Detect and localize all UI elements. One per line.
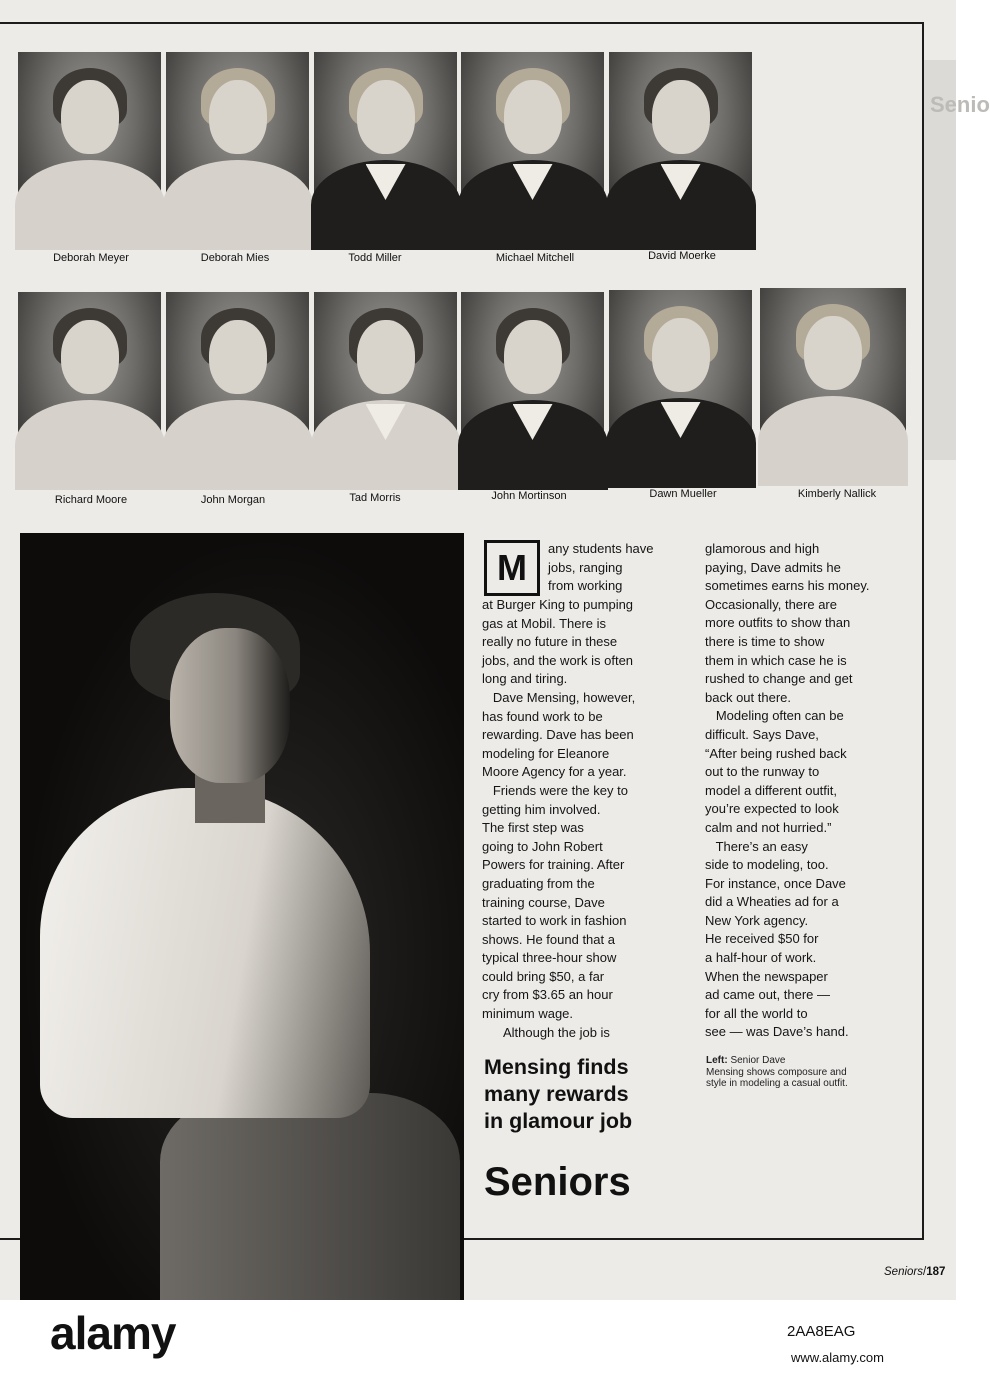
portrait-clothing bbox=[163, 400, 313, 490]
stock-url: www.alamy.com bbox=[791, 1350, 884, 1365]
stock-image-id: 2AA8EAG bbox=[787, 1323, 856, 1340]
portrait-face bbox=[504, 320, 562, 394]
portrait-clothing bbox=[758, 396, 908, 486]
portrait-face bbox=[504, 80, 562, 154]
portrait-name: Richard Moore bbox=[54, 494, 128, 506]
portrait-photo bbox=[166, 52, 309, 230]
feature-photo bbox=[20, 533, 464, 1300]
portrait-face bbox=[209, 80, 267, 154]
feature-photo-face bbox=[170, 628, 290, 783]
portrait-photo bbox=[760, 288, 906, 466]
folio-section: Seniors bbox=[884, 1266, 923, 1278]
caption-text: Senior Dave Mensing shows composure and style in modeling a casual outfit. bbox=[706, 1055, 848, 1089]
portrait-photo bbox=[18, 292, 161, 470]
portrait-face bbox=[61, 320, 119, 394]
section-title: Seniors bbox=[484, 1160, 631, 1204]
portrait-photo bbox=[461, 52, 604, 230]
portrait-name: David Moerke bbox=[648, 250, 716, 262]
portrait-name: Dawn Mueller bbox=[649, 488, 717, 500]
feature-photo-sweater bbox=[40, 788, 370, 1118]
adjacent-page-edge bbox=[924, 60, 956, 460]
page-folio: Seniors/187 bbox=[884, 1266, 946, 1278]
article-intro-lines: any students have jobs, ranging from working bbox=[548, 541, 654, 594]
portrait-photo bbox=[461, 292, 604, 470]
portrait-clothing bbox=[163, 160, 313, 250]
portrait-face bbox=[804, 316, 862, 390]
portrait-face bbox=[357, 80, 415, 154]
article-column-2: glamorous and high paying, Dave admits he sometimes earns his money. Occasionally, there are more outfits to show than there is time to show them in which case he is rushed to change and get back out there. Modeling often can be difficult. Says Dave, “After being rushed back out to the runway to model a different outfit, you’re expected to look calm and not hurried.” There’s an easy side to modeling, too. For instance, once Dave did a Wheaties ad for a New York agency. He received $50 for a half-hour of work. When the newspaper ad came out, there — for all the world to see — was Dave’s hand. bbox=[705, 541, 870, 1040]
portrait-photo bbox=[166, 292, 309, 470]
stock-logo: alamy bbox=[50, 1307, 176, 1359]
adjacent-page-text: Senio bbox=[930, 92, 990, 117]
portrait-clothing bbox=[15, 400, 165, 490]
portrait-photo bbox=[314, 292, 457, 470]
portrait-name: Deborah Meyer bbox=[53, 252, 129, 264]
feature-photo-legs bbox=[160, 1093, 460, 1323]
portrait-clothing bbox=[15, 160, 165, 250]
portrait-photo bbox=[314, 52, 457, 230]
article-headline: Mensing finds many rewards in glamour job bbox=[484, 1055, 633, 1133]
portrait-face bbox=[61, 80, 119, 154]
portrait-name: John Morgan bbox=[200, 494, 266, 506]
portrait-photo bbox=[18, 52, 161, 230]
drop-cap-letter: M bbox=[497, 547, 527, 588]
portrait-photo bbox=[609, 52, 752, 230]
portrait-name: Deborah Mies bbox=[200, 252, 270, 264]
caption-label: Left: bbox=[706, 1055, 728, 1066]
portrait-name: Tad Morris bbox=[349, 492, 401, 504]
photo-caption bbox=[706, 1055, 848, 1090]
portrait-name: John Mortinson bbox=[491, 490, 567, 502]
portrait-face bbox=[652, 318, 710, 392]
drop-cap bbox=[484, 540, 540, 596]
portrait-photo bbox=[609, 290, 752, 468]
portrait-name: Michael Mitchell bbox=[495, 252, 575, 264]
portrait-face bbox=[357, 320, 415, 394]
portrait-name: Todd Miller bbox=[348, 252, 402, 264]
portrait-name: Kimberly Nallick bbox=[797, 488, 877, 500]
folio-page-number: 187 bbox=[926, 1266, 946, 1278]
article-column-1: at Burger King to pumping gas at Mobil. There is really no future in these jobs, and the work is often long and tiring. Dave Mensing, however, has found work to be rewarding. Dave has been modeling for Eleanore Moore Agency for a year. Friends were the key to getting him involved. The first step was going to John Robert Powers for training. After graduating from the training course, Dave started to work in fashion shows. He found that a typical three-hour show could bring $50, a far cry from $3.65 an hour minimum wage. Although the job is bbox=[482, 597, 636, 1040]
portrait-face bbox=[652, 80, 710, 154]
portrait-face bbox=[209, 320, 267, 394]
